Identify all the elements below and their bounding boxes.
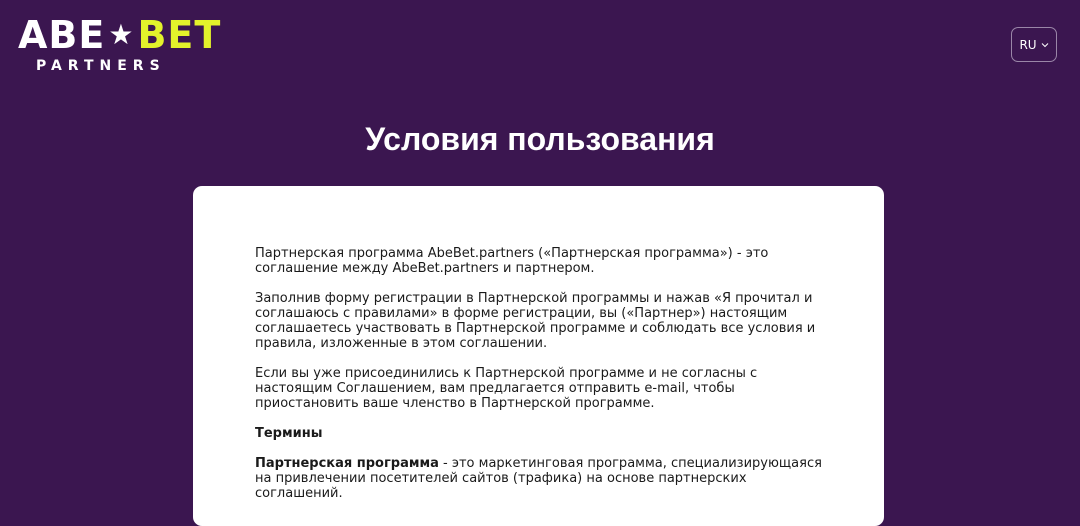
star-icon: ★ xyxy=(108,18,135,51)
paragraph-registration: Заполнив форму регистрации в Партнерской программы и нажав «Я прочитал и соглашаюсь с правилами» в форме регистрации, вы («Партнер») настоящим соглашаетесь участвовать в Партнерской программе и соблюдать все условия и правила, изложенные в этом соглашении. xyxy=(255,291,816,351)
terms-content xyxy=(255,246,835,516)
logo-word-bet: BET xyxy=(137,13,222,57)
language-select[interactable] xyxy=(1011,27,1057,62)
term-definition xyxy=(255,456,835,501)
term-text: - это маркетинговая программа, специализирующаяся на привлечении посетителей сайтов (трафика) на основе партнерских соглашений. xyxy=(255,456,822,501)
logo-wordmark xyxy=(18,15,221,55)
logo-word-abe: ABE xyxy=(18,13,106,57)
header xyxy=(0,0,1080,110)
page-title: Условия пользования xyxy=(365,121,715,157)
terms-heading: Термины xyxy=(255,426,323,441)
term-name: Партнерская программа xyxy=(255,456,439,471)
chevron-down-icon xyxy=(1041,42,1049,48)
paragraph-intro: Партнерская программа AbeBet.partners («Партнерская программа») - это соглашение между AbeBet.partners и партнером. xyxy=(255,246,769,276)
logo[interactable] xyxy=(18,13,222,77)
terms-card xyxy=(193,186,884,526)
language-label: RU xyxy=(1019,37,1037,52)
logo-subtitle: PARTNERS xyxy=(36,58,166,74)
paragraph-already-joined: Если вы уже присоединились к Партнерской программе и не согласны с настоящим Соглашением, вам предлагается отправить e-mail, чтобы приостановить ваше членство в Партнерской программе. xyxy=(255,366,758,411)
